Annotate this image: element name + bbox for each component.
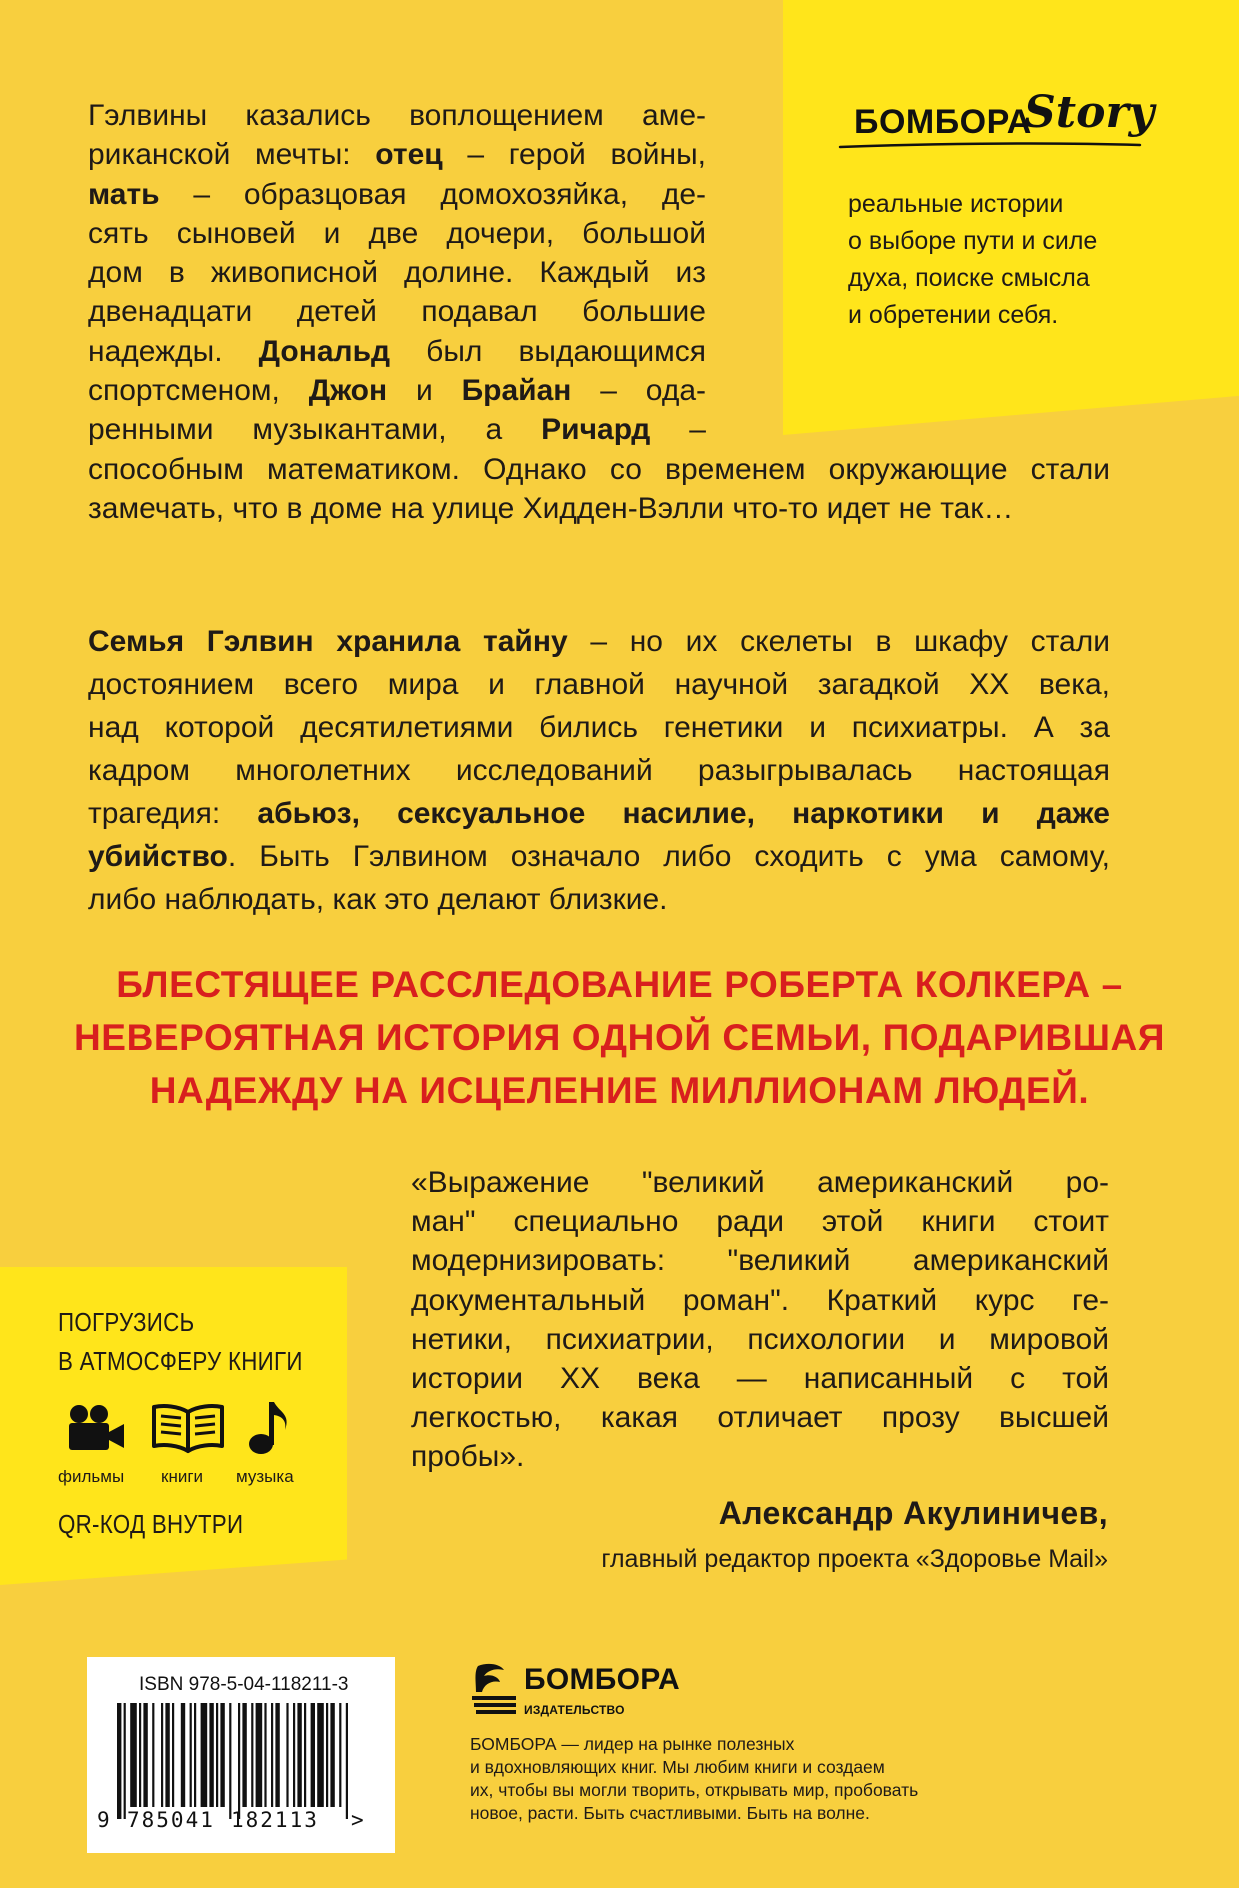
barcode-bar (216, 1703, 218, 1807)
barcode-bar (143, 1703, 147, 1807)
series-word: Story (1024, 87, 1155, 138)
barcode-bar (326, 1703, 328, 1807)
barcode-digits-right: 182113 (231, 1808, 319, 1832)
barcode-bar (304, 1703, 306, 1807)
text-line: кадром многолетних исследований разыгрывалась настоящая (88, 754, 1110, 787)
barcode-bar (229, 1703, 231, 1819)
quote-line: нетики, психиатрии, психологии и мировой (411, 1322, 1109, 1356)
barcode-bar (293, 1703, 295, 1807)
promo-title-line: В АТМОСФЕРУ КНИГИ (58, 1346, 303, 1376)
media-label-music: музыка (236, 1467, 294, 1486)
barcode-bar (251, 1703, 253, 1807)
quote-line: модернизировать: "великий американский (411, 1244, 1109, 1278)
quote-line: документальный роман". Краткий курс ге- (411, 1283, 1109, 1317)
quote-line: «Выражение "великий американский ро- (411, 1166, 1109, 1199)
barcode-bar (165, 1703, 169, 1807)
bold-term: Брайан (461, 374, 572, 408)
text-line: способным математиком. Однако со временем окружающие стали (88, 452, 1110, 486)
barcode-bar (286, 1703, 288, 1807)
text-line: убийство. Быть Гэлвином означало либо сходить с ума самому, (88, 840, 1110, 873)
quote-line: легкостью, какая отличает прозу высшей (411, 1401, 1109, 1435)
media-label-films: фильмы (58, 1467, 125, 1486)
headline-line: НЕВЕРОЯТНАЯ ИСТОРИЯ ОДНОЙ СЕМЬИ, ПОДАРИВШАЯ (73, 1017, 1166, 1058)
publisher-desc-line: их, чтобы вы могли творить, открывать мир, пробовать (470, 1780, 919, 1800)
barcode-bar (271, 1703, 273, 1807)
publisher-description (470, 1733, 918, 1825)
barcode-bar (209, 1703, 213, 1807)
barcode-bar (152, 1703, 154, 1807)
quote-author: Александр Акулиничев, (718, 1495, 1108, 1531)
text-line: замечать, что в доме на улице Хидден-Вэлли что-то идет не так… (88, 491, 1014, 525)
bold-term: Дональд (258, 334, 391, 368)
bold-term: мать (88, 177, 160, 211)
barcode-bar (124, 1703, 126, 1819)
publisher-desc-line: БОМБОРА — лидер на рынке полезных (470, 1734, 795, 1754)
barcode-bar (297, 1703, 301, 1807)
text-line: ренными музыкантами, а Ричард – (88, 413, 706, 447)
text-line: мать – образцовая домохозяйка, де- (88, 177, 706, 211)
text-line: двенадцати детей подавал большие (88, 295, 706, 329)
text-line: сять сыновей и две дочери, большой (88, 216, 706, 250)
barcode-bar (220, 1703, 224, 1807)
barcode-bar (201, 1703, 208, 1807)
barcode-bar (330, 1703, 334, 1807)
quote-line: истории XX века — написанный с той (411, 1362, 1109, 1396)
series-brand: БОМБОРА (854, 103, 1032, 141)
barcode (87, 1657, 395, 1853)
barcode-bar (172, 1703, 174, 1807)
bold-term: убийство (88, 840, 228, 873)
bold-term: отец (375, 138, 443, 172)
bold-term: Джон (308, 374, 388, 408)
promo-title-line: ПОГРУЗИСЬ (58, 1307, 195, 1337)
barcode-bar (311, 1703, 315, 1807)
tagline-line: о выборе пути и силе (848, 227, 1098, 255)
open-book-icon (150, 1402, 226, 1456)
publisher-name: БОМБОРА (524, 1663, 680, 1696)
publisher-desc-line: и вдохновляющих книг. Мы любим книги и создаем (470, 1757, 885, 1777)
text-line: достоянием всего мира и главной научной загадкой XX века, (88, 668, 1110, 701)
barcode-bar (117, 1703, 121, 1819)
isbn-text: ISBN 978-5-04-118211-3 (139, 1674, 349, 1695)
barcode-bar (238, 1703, 240, 1819)
headline-line: БЛЕСТЯЩЕЕ РАССЛЕДОВАНИЕ РОБЕРТА КОЛКЕРА – (116, 964, 1123, 1005)
quote-line: ман" специально ради этой книги стоит (411, 1205, 1109, 1239)
barcode-bar (161, 1703, 163, 1807)
tagline-line: реальные истории (848, 190, 1064, 218)
synopsis-paragraph-1 (88, 96, 1110, 528)
tagline-line: и обретении себя. (848, 301, 1059, 329)
barcode-bar (242, 1703, 246, 1807)
text-line: над которой десятилетиями бились генетики и психиатры. А за (88, 711, 1110, 744)
text-line: дом в живописной долине. Каждый из (88, 256, 706, 290)
video-camera-icon (66, 1402, 128, 1454)
barcode-bar (317, 1703, 324, 1807)
publisher-subtitle: ИЗДАТЕЛЬСТВО (524, 1703, 625, 1717)
text-line: риканской мечты: отец – герой войны, (88, 138, 706, 172)
publisher-desc-line: новое, расти. Быть счастливыми. Быть на волне. (470, 1803, 870, 1823)
barcode-bar (256, 1703, 263, 1807)
tagline-line: духа, поиске смысла (848, 264, 1090, 292)
barcode-digits-left: 785041 (127, 1808, 215, 1832)
promo-qr-text: QR-КОД ВНУТРИ (58, 1509, 244, 1539)
barcode-bar (190, 1703, 192, 1807)
synopsis-paragraph-2 (88, 620, 1110, 921)
publisher-logo-icon (470, 1660, 522, 1720)
media-label-books: книги (161, 1467, 204, 1486)
quote-author-role: главный редактор проекта «Здоровье Mail» (601, 1545, 1108, 1573)
barcode-bar (194, 1703, 196, 1807)
barcode-bar (339, 1703, 341, 1807)
red-headline (60, 958, 1179, 1117)
text-line: Гэлвины казались воплощением аме- (88, 99, 706, 132)
barcode-lead-digit: 9 (97, 1808, 110, 1832)
barcode-bar (275, 1703, 279, 1807)
text-line: трагедия: абьюз, сексуальное насилие, наркотики и даже (88, 797, 1110, 830)
review-quote (411, 1163, 1109, 1477)
text-line: спортсменом, Джон и Брайан – ода- (88, 374, 707, 408)
bold-term: абьюз, сексуальное насилие, наркотики и даже (257, 797, 1110, 830)
barcode-bar (130, 1703, 137, 1807)
barcode-bar (139, 1703, 141, 1807)
music-note-icon (247, 1398, 293, 1458)
text-line: Семья Гэлвин хранила тайну – но их скелеты в шкафу стали (88, 625, 1110, 658)
headline-line: НАДЕЖДУ НА ИСЦЕЛЕНИЕ МИЛЛИОНАМ ЛЮДЕЙ. (149, 1070, 1090, 1111)
barcode-arrow: > (351, 1808, 364, 1832)
bold-term: Семья Гэлвин хранила тайну (88, 625, 568, 658)
barcode-bar (264, 1703, 266, 1807)
barcode-bar (181, 1703, 185, 1807)
text-line: либо наблюдать, как это делают близкие. (88, 883, 668, 916)
quote-line: пробы». (411, 1440, 525, 1474)
text-line: надежды. Дональд был выдающимся (88, 334, 706, 368)
promo-title (58, 1303, 303, 1381)
bold-term: Ричард (541, 413, 651, 447)
barcode-bar (346, 1703, 348, 1819)
